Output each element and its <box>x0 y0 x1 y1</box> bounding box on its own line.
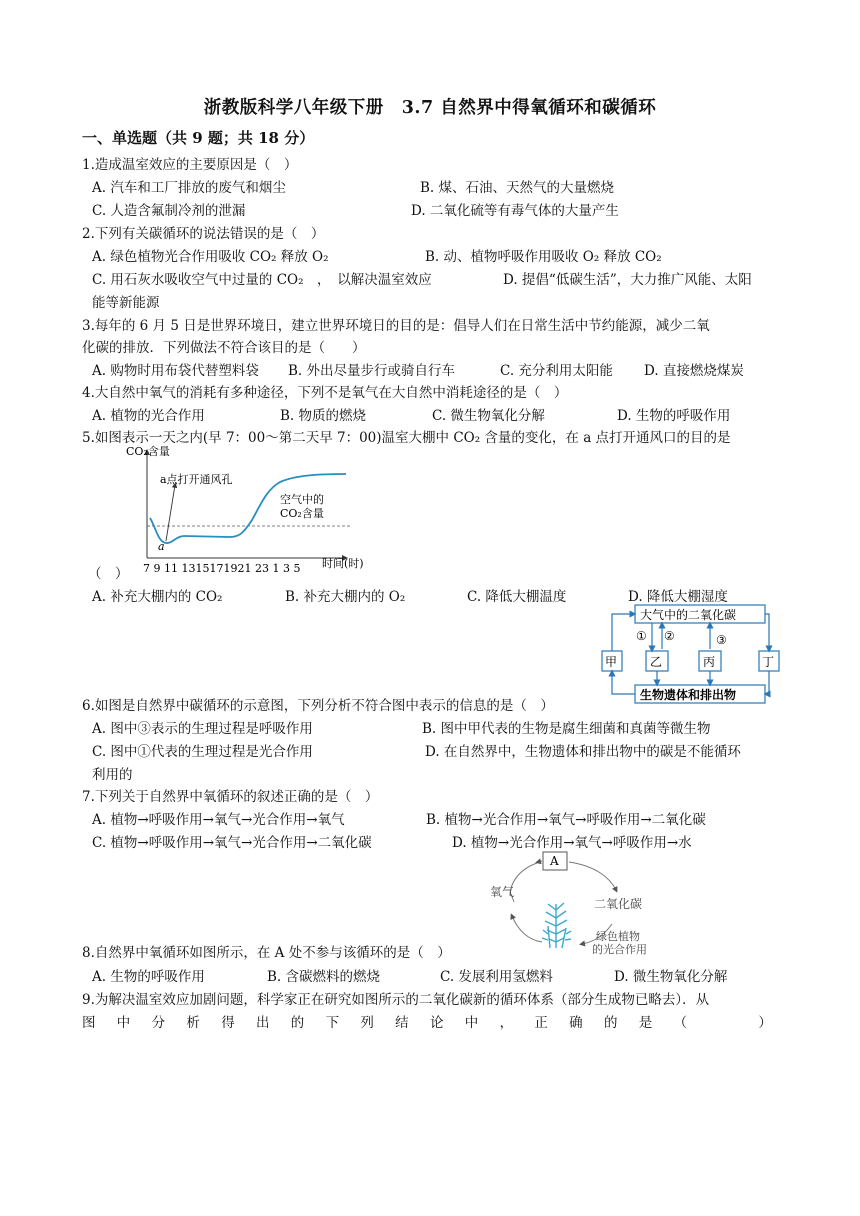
label-bing: 丙 <box>703 655 716 669</box>
q4-option-a: A. 植物的光合作用 <box>92 408 205 424</box>
q2-option-d-continued: 能等新能源 <box>92 295 160 311</box>
point-a-label: a <box>158 540 165 553</box>
q7-option-d: D. 植物→光合作用→氧气→呼吸作用→水 <box>452 835 692 851</box>
annotation-open-vent: a点打开通风孔 <box>160 473 233 486</box>
q6-option-d-continued: 利用的 <box>92 767 133 783</box>
q8-option-d: D. 微生物氧化分解 <box>614 969 728 985</box>
question-6-stem: 6.如图是自然界中碳循环的示意图，下列分析不符合图中表示的信息的是（ ） <box>82 698 554 714</box>
label-yi: 乙 <box>650 655 663 669</box>
q3-option-b: B. 外出尽量步行或骑自行车 <box>288 363 456 379</box>
q6-option-a: A. 图中③表示的生理过程是呼吸作用 <box>92 721 313 737</box>
q9-char: 分 <box>151 1015 166 1031</box>
q1-option-a: A. 汽车和工厂排放的废气和烟尘 <box>92 180 286 196</box>
q7-option-a: A. 植物→呼吸作用→氧气→光合作用→氧气 <box>92 812 345 828</box>
q5-option-c: C. 降低大棚温度 <box>467 589 567 605</box>
box-a-label: A <box>550 854 559 868</box>
q9-char: 确 <box>569 1015 583 1031</box>
co2-label: 二氧化碳 <box>594 897 643 911</box>
question-9-stem-continued <box>82 1011 772 1031</box>
q1-option-c: C. 人造含氟制冷剂的泄漏 <box>92 203 246 219</box>
remains-label: 生物遗体和排出物 <box>640 688 737 702</box>
q4-option-b: B. 物质的燃烧 <box>280 408 367 424</box>
label-ding: 丁 <box>762 655 775 669</box>
question-2-stem: 2.下列有关碳循环的说法错误的是（ ） <box>82 226 325 242</box>
arrow-o2-to-a <box>510 862 540 896</box>
x-axis-label: 时间(时) <box>322 557 364 570</box>
q9-char: 得 <box>221 1015 235 1031</box>
question-4-stem: 4.大自然中氧气的消耗有多种途径，下列不是氧气在大自然中消耗途径的是（ ） <box>82 385 568 401</box>
q3-option-c: C. 充分利用太阳能 <box>500 363 613 379</box>
section-heading: 一、单选题（共 9 题；共 18 分） <box>82 129 315 147</box>
q8-option-b: B. 含碳燃料的燃烧 <box>267 969 381 985</box>
plant-label-2: 的光合作用 <box>592 943 647 956</box>
q9-char: 正 <box>534 1015 548 1031</box>
q1-option-d: D. 二氧化硫等有毒气体的大量产生 <box>411 203 619 219</box>
q3-option-d: D. 直接燃烧煤炭 <box>644 363 744 379</box>
q8-option-c: C. 发展利用氢燃料 <box>440 969 553 985</box>
q9-char: 中 <box>464 1015 479 1031</box>
q9-char: 析 <box>186 1015 200 1031</box>
question-3-stem: 3.每年的 6 月 5 日是世界环境日，建立世界环境日的目的是：倡导人们在日常生活中节约能源，减少二氧 <box>82 318 710 334</box>
q2-option-b: B. 动、植物呼吸作用吸收 O₂ 释放 CO₂ <box>425 249 662 265</box>
q9-char: 图 <box>82 1015 96 1031</box>
q9-char: ， <box>499 1015 514 1031</box>
atmosphere-co2-label: 大气中的二氧化碳 <box>640 608 737 622</box>
x-tick-labels: 7 9 11 1315171921 23 1 3 5 <box>143 562 301 572</box>
carbon-cycle-diagram <box>598 602 784 708</box>
q9-char: 下 <box>325 1015 340 1031</box>
annotation-arrow <box>166 485 175 541</box>
label-jia: 甲 <box>605 655 618 669</box>
q6-option-d: D. 在自然界中，生物遗体和排出物中的碳是不能循环 <box>425 744 741 760</box>
q9-char: 列 <box>360 1015 374 1031</box>
q8-option-a: A. 生物的呼吸作用 <box>92 969 205 985</box>
label-2: ② <box>664 629 675 643</box>
label-1: ① <box>636 629 647 643</box>
q9-char: 中 <box>116 1015 131 1031</box>
q9-char: 结 <box>395 1015 409 1031</box>
q6-option-c: C. 图中①代表的生理过程是光合作用 <box>92 744 313 760</box>
q9-char: 的 <box>290 1015 305 1031</box>
q2-option-a: A. 绿色植物光合作用吸收 CO₂ 释放 O₂ <box>92 249 329 265</box>
q9-char: 的 <box>603 1015 618 1031</box>
q5-paren: （ ） <box>88 566 129 582</box>
question-3-stem-continued: 化碳的排放．下列做法不符合该目的是（ ） <box>82 340 366 356</box>
q2-option-c: C. 用石灰水吸收空气中过量的 CO₂ ， 以解决温室效应 <box>92 272 432 288</box>
q7-option-c: C. 植物→呼吸作用→氧气→光合作用→二氧化碳 <box>92 835 372 851</box>
q9-char: 出 <box>255 1015 270 1031</box>
q6-option-b: B. 图中甲代表的生物是腐生细菌和真菌等微生物 <box>422 721 711 737</box>
q1-option-b: B. 煤、石油、天然气的大量燃烧 <box>420 180 615 196</box>
q9-char: 论 <box>429 1015 444 1031</box>
q9-char: 是 <box>638 1015 653 1031</box>
q4-option-c: C. 微生物氧化分解 <box>432 408 545 424</box>
co2-line-graph <box>120 442 380 572</box>
question-5-stem: 5.如图表示一天之内(早 7：00～第二天早 7：00)温室大棚中 CO₂ 含量的变化，在 a 点打开通风口的目的是 <box>82 430 731 446</box>
plant-label-1: 绿色植物 <box>596 930 640 943</box>
q5-option-b: B. 补充大棚内的 O₂ <box>285 589 406 605</box>
q7-option-b: B. 植物→光合作用→氧气→呼吸作用→二氧化碳 <box>426 812 706 828</box>
arrow-a-to-co2 <box>569 862 616 890</box>
question-9-stem: 9.为解决温室效应加剧问题，科学家正在研究如图所示的二氧化碳新的循环体系（部分生成物已略去）．从 <box>82 992 710 1008</box>
q3-option-a: A. 购物时用布袋代替塑料袋 <box>92 363 259 379</box>
q9-char: ） <box>758 1015 772 1031</box>
question-8-stem: 8.自然界中氧循环如图所示，在 A 处不参与该循环的是（ ） <box>82 945 451 961</box>
y-axis-label: CO₂含量 <box>126 445 170 458</box>
question-7-stem: 7.下列关于自然界中氧循环的叙述正确的是（ ） <box>82 789 379 805</box>
plant-icon <box>542 903 571 948</box>
q9-char: （ <box>673 1015 688 1031</box>
label-3: ③ <box>716 633 727 647</box>
annotation-air-co2-1: 空气中的 <box>280 493 324 506</box>
o2-label: 氧气 <box>490 885 515 899</box>
arrow-plant-to-o2 <box>512 916 542 942</box>
q2-option-d: D. 提倡“低碳生活”，大力推广风能、太阳 <box>503 272 752 288</box>
q4-option-d: D. 生物的呼吸作用 <box>617 408 731 424</box>
q5-option-d: D. 降低大棚湿度 <box>628 589 728 605</box>
q5-option-a: A. 补充大棚内的 CO₂ <box>92 589 223 605</box>
oxygen-cycle-diagram <box>484 848 674 960</box>
annotation-air-co2-2: CO₂含量 <box>280 507 324 520</box>
question-1-stem: 1.造成温室效应的主要原因是（ ） <box>82 157 298 173</box>
page-title: 浙教版科学八年级下册 3.7 自然界中得氧循环和碳循环 <box>203 98 657 118</box>
